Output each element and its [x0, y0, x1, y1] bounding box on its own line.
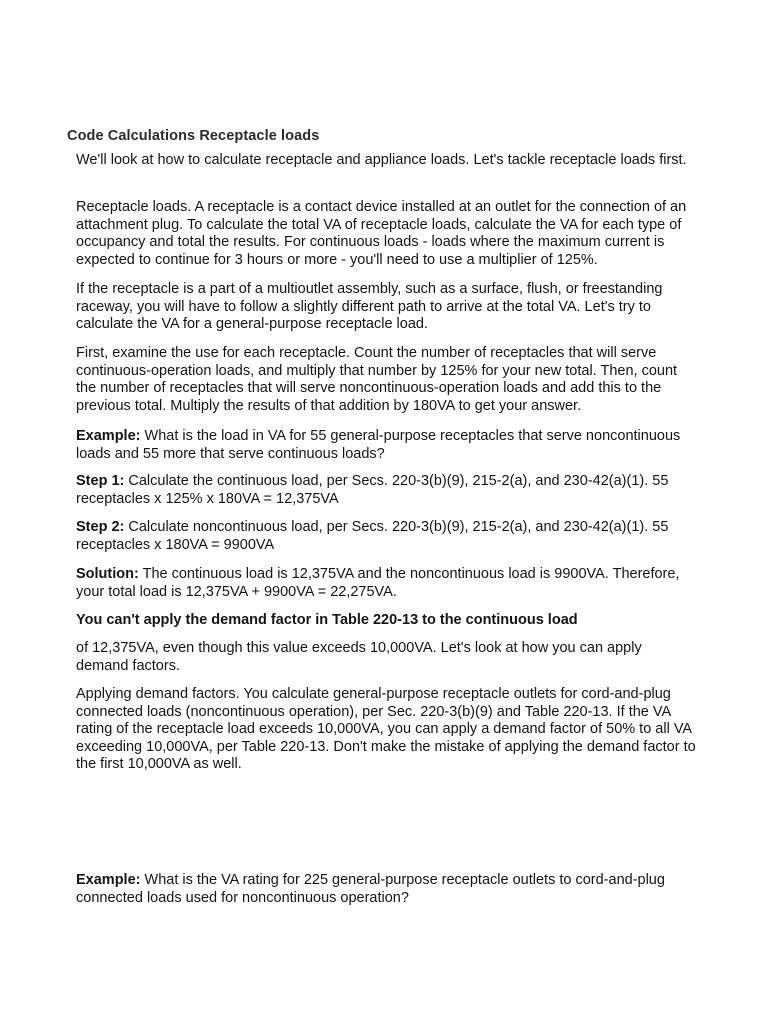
example-2-label: Example: [76, 872, 141, 888]
example-2-text: What is the VA rating for 225 general-purpose receptacle outlets to cord-and-plug connected loads used for noncontinuous operation? [76, 872, 665, 906]
document-title: Code Calculations Receptacle loads [67, 128, 320, 144]
step-1-text: Calculate the continuous load, per Secs. 220-3(b)(9), 215-2(a), and 230-42(a)(1). 55 receptacles x 125% x 180VA = 12,375VA [76, 473, 669, 507]
step-2-paragraph [76, 519, 696, 554]
applying-demand-factors-paragraph: Applying demand factors. You calculate general-purpose receptacle outlets for cord-and-plug connected loads (noncontinuous operation), per Sec. 220-3(b)(9) and Table 220-13. If the VA rating of the receptacle load exceeds 10,000VA, you can apply a demand factor of 50% to all VA exceeding 10,000VA, per Table 220-13. Don't make the mistake of applying the demand factor to the first 10,000VA as well. [76, 686, 696, 772]
demand-factor-continuation: of 12,375VA, even though this value exceeds 10,000VA. Let's look at how you can apply demand factors. [76, 640, 642, 674]
step-1-paragraph [76, 473, 696, 508]
examine-use-paragraph: First, examine the use for each receptacle. Count the number of receptacles that will serve continuous-operation loads, and multiply that number by 125% for your new total. Then, count the number of receptacles that will serve noncontinuous-operation loads and add this to the previous total. Multiply the results of that addition by 180VA to get your answer. [76, 345, 678, 414]
demand-factor-note: You can't apply the demand factor in Table 220-13 to the continuous load [76, 612, 578, 628]
example-1-label: Example: [76, 428, 141, 444]
step-2-label: Step 2: [76, 519, 125, 535]
step-1-label: Step 1: [76, 473, 125, 489]
example-1-text: What is the load in VA for 55 general-purpose receptacles that serve noncontinuous loads and 55 more that serve continuous loads? [76, 428, 681, 462]
solution-paragraph [76, 566, 696, 601]
step-2-text: Calculate noncontinuous load, per Secs. 220-3(b)(9), 215-2(a), and 230-42(a)(1). 55 receptacles x 180VA = 9900VA [76, 519, 669, 553]
solution-label: Solution: [76, 566, 139, 582]
multioutlet-paragraph: If the receptacle is a part of a multioutlet assembly, such as a surface, flush, or freestanding raceway, you will have to follow a slightly different path to arrive at the total VA. Let's try to calculate the VA for a general-purpose receptacle load. [76, 281, 663, 332]
example-2-paragraph [76, 872, 696, 907]
receptacle-loads-paragraph: Receptacle loads. A receptacle is a contact device installed at an outlet for the connection of an attachment plug. To calculate the total VA of receptacle loads, calculate the VA for each type of occupancy and total the results. For continuous loads - loads where the maximum current is expected to continue for 3 hours or more - you'll need to use a multiplier of 125%. [76, 199, 687, 268]
intro-paragraph: We'll look at how to calculate receptacle and appliance loads. Let's tackle receptacle loads first. [76, 152, 687, 168]
example-1-paragraph [76, 428, 696, 463]
solution-text: The continuous load is 12,375VA and the noncontinuous load is 9900VA. Therefore, your total load is 12,375VA + 9900VA = 22,275VA. [76, 566, 680, 600]
